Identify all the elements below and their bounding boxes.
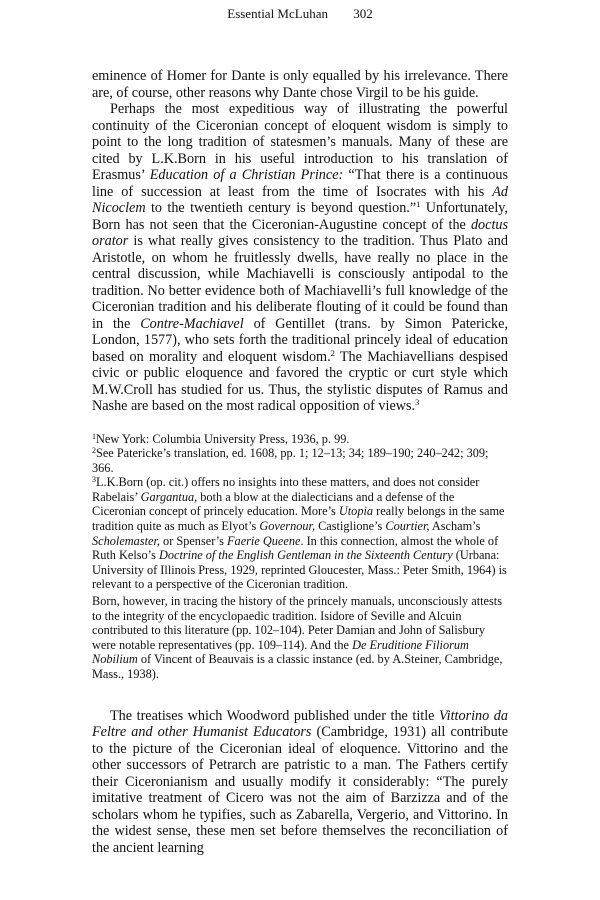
paragraph-text: to the twentieth century is beyond question.” [145,200,417,216]
footnote-text: Born, however, in tracing the history of the princely manuals, unconsciously attests to the integrity of the encyclopaedic tradition. Isidore of Seville and Alcuin contributed to this literature (pp. 102–104). Peter Damian and John of Salisbury were notable representatives (pp. 109–114). And the [92,594,502,652]
footnote-text: . In this connection, almost the whole of Ruth Kelso’s [92,533,499,563]
paragraph-1 [92,68,508,101]
italic-title: De Eruditione Filiorum Nobilium [92,637,469,667]
footnote-text: New York: Columbia University Press, 1936, p. 99. [96,431,350,446]
footnote-text: or Spenser’s [159,533,228,548]
paragraph-text: Unfortunately, Born has not seen that the Ciceronian-Augustine concept of the [92,200,508,233]
footnote-text: Castiglione’s [315,519,386,534]
paragraph-text: eminence of Homer for Dante is only equalled by his irrelevance. There are, of course, other reasons why Dante chose Virgil to be his guide. [92,68,508,101]
paragraph-text: The Machiavellians despised civic or public eloquence and favored the cryptic or curt style which M.W.Croll has studied for us. Thus, the stylistic disputes of Ramus and Nashe are based on the most radical opposition of views. [92,348,508,414]
page-number: 302 [353,6,373,21]
italic-title: Vittorino da Feltre and other Humanist Educators [92,707,508,741]
footnote-text: Ascham’s [429,519,481,534]
paragraph-text: of Gentillet (trans. by Simon Patericke, London, 1577), who sets forth the traditional princely ideal of education based on morality and eloquent wisdom. [92,315,508,365]
book-title: Essential McLuhan [227,6,328,21]
paragraph-text: The treatises which Woodword published under the title [110,707,440,724]
footnote-text: L.K.Born (op. cit.) offers no insights into these matters, and does not consider Rabelais’ [92,475,480,504]
footnote-ref-3[interactable]: 3 [415,397,420,407]
footnote-text: (Urbana: University of Illinois Press, 1929, reprinted Gloucester, Mass.: Peter Smith, 1964) is relevant to a perspective of the Ciceronian tradition. [92,548,507,592]
italic-term: doctus orator [92,216,508,249]
footnote-text: See Patericke’s translation, ed. 1608, pp. 1; 12–13; 34; 189–190; 240–242; 309; 366. [92,446,489,475]
footnote-mark: 2 [92,446,96,456]
footnote-text: both a blow at the dialecticians and a defense of the Ciceronian concept of princely education. More’s [92,489,455,519]
italic-title: Doctrine of the English Gentleman in the Sixteenth Century [158,548,453,563]
italic-title: Faerie Queene [227,533,301,548]
paragraph-text: “That there is a continuous line of succession at least from the time of Isocrates with his [92,167,508,200]
footnote-mark: 1 [92,431,96,441]
italic-title: Contre-Machiavel [140,315,244,332]
paragraph-text: (Cambridge, 1931) all contribute to the picture of the Ciceronian ideal of eloquence. Vittorino and the other successors of Petrarch are patristic to a man. The Fathers certify their Ciceronianism and usually modify it considerably: “The purely imitative treatment of Cicero was not the aim of Barzizza and of the scholars whom he typifies, such as Zabarella, Vergerio, and Vittorino. In the widest sense, these men set before themselves the reconciliation of the ancient learning [92,724,508,856]
footnote-3 [92,475,508,592]
page-body [92,68,508,856]
paragraph-2 [92,101,508,415]
footnote-ref-1[interactable]: 1 [416,199,421,209]
footnote-3-continued [92,594,508,682]
paragraph-text: is what really gives consistency to the tradition. Thus Plato and Aristotle, on whom he fruitlessly dwells, have really no place in the central discussion, while Machiavelli is consciously antipodal to the tradition. No better evidence both of Machiavelli’s full knowledge of the Ciceronian tradition and his deliberate flouting of it could be found than in the [92,233,508,332]
italic-title: Courtier, [385,519,430,534]
footnote-mark: 3 [92,475,96,485]
footnote-text: really belongs in the same tradition quite as much as Elyot’s [92,504,505,534]
paragraph-text: Perhaps the most expeditious way of illustrating the powerful continuity of the Ciceronian concept of eloquent wisdom is simply to point to the long tradition of statesmen’s manuals. Many of these are cited by L.K.Born in his useful introduction to his translation of Erasmus’ [92,101,508,183]
italic-title: Gargantua, [140,489,198,504]
paragraph-3 [92,708,508,857]
footnote-ref-2[interactable]: 2 [330,347,335,358]
italic-title: Scholemaster, [92,533,160,548]
italic-title: Utopia [338,504,374,519]
footnotes [92,432,508,682]
footnote-text: of Vincent of Beauvais is a classic instance (ed. by A.Steiner, Cambridge, Mass., 1938). [92,652,503,681]
footnote-1 [92,432,508,447]
italic-title: Education of a Christian Prince: [149,167,344,183]
running-header [0,6,600,22]
italic-title: Governour, [259,519,316,534]
footnote-2 [92,446,508,475]
italic-title: Ad Nicoclem [92,183,508,216]
